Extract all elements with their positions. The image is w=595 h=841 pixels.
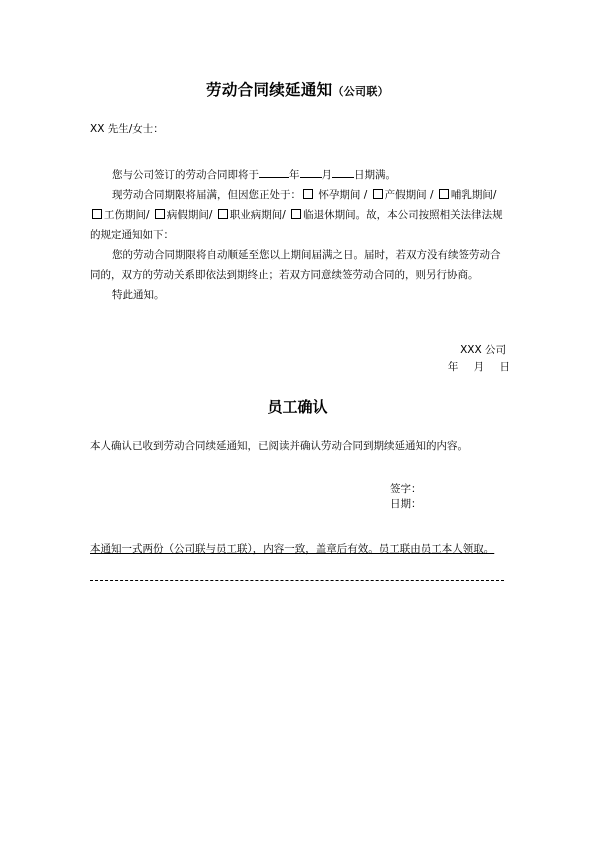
title-sub: （公司联） (332, 85, 389, 98)
checkbox-occupational[interactable] (218, 209, 228, 219)
document-title (0, 78, 595, 100)
title-main: 劳动合同续延通知 (206, 81, 333, 99)
blank-month[interactable] (300, 165, 322, 178)
blank-day[interactable] (332, 165, 354, 178)
blank-year[interactable] (259, 165, 289, 178)
checkbox-sick[interactable] (155, 209, 165, 219)
checkbox-nursing[interactable] (439, 189, 449, 199)
employee-date-label: 日期： (390, 498, 422, 510)
company-signature: XXX 公司 (460, 344, 506, 356)
copy-note: 本通知一式两份（公司联与员工联），内容一致，盖章后有效。员工联由员工本人领取。 (90, 543, 495, 555)
checkbox-injury[interactable] (92, 209, 102, 219)
employee-confirm-title: 员工确认 (267, 398, 328, 416)
checkbox-retire[interactable] (291, 209, 301, 219)
paragraph-closing: 特此通知。 (112, 289, 165, 301)
checkbox-maternity[interactable] (373, 189, 383, 199)
employee-sign-label: 签字： (390, 483, 422, 495)
cut-line-divider (90, 580, 504, 581)
paragraph-reason: 现劳动合同期限将届满，但因您正处于： 怀孕期间 / 产假期间 / 哺乳期间/ 工伤期间/ 病假期间/ 职业病期间/ 临退休期间。故，本公司按照相关法律法规的规定通知如下： (90, 189, 503, 241)
paragraph-extension: 您的劳动合同期限将自动顺延至您以上期间届满之日。届时，若双方没有续签劳动合同的，双方的劳动关系即依法到期终止；若双方同意续签劳动合同的，则另行协商。 (90, 249, 501, 281)
company-signature-date: 年 月 日 (447, 361, 510, 373)
notice-body (90, 165, 510, 305)
salutation: XX 先生/女士： (90, 123, 164, 135)
checkbox-pregnancy[interactable] (303, 189, 313, 199)
employee-confirm-text: 本人确认已收到劳动合同续延通知，已阅读并确认劳动合同到期续延通知的内容。 (90, 440, 468, 452)
paragraph-expiry: 您与公司签订的劳动合同即将于 年 月 日期满。 (90, 165, 510, 185)
